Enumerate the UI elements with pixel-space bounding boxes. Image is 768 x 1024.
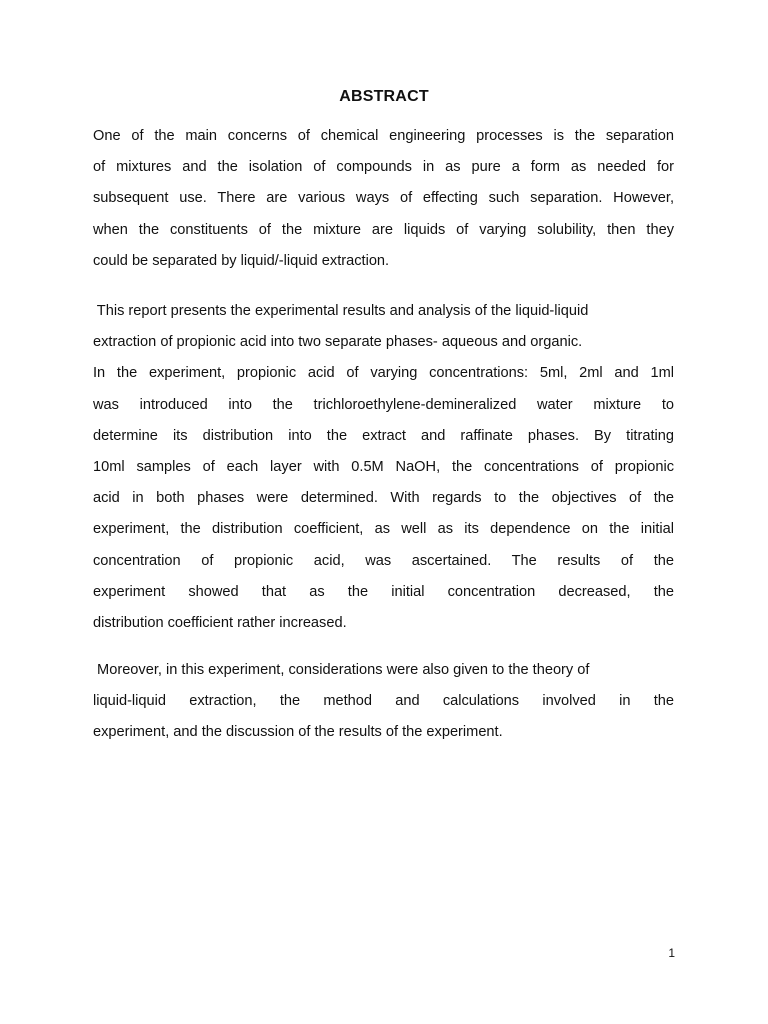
page-title: ABSTRACT xyxy=(339,88,429,105)
text-line: when the constituents of the mixture are liquids of varying solubility, then they xyxy=(93,221,674,238)
text-line: In the experiment, propionic acid of varying concentrations: 5ml, 2ml and 1ml xyxy=(93,365,674,382)
text-line: distribution coefficient rather increased. xyxy=(93,614,347,631)
text-line: This report presents the experimental results and analysis of the liquid-liquid xyxy=(93,303,589,319)
text-line: One of the main concerns of chemical engineering processes is the separation xyxy=(93,128,674,144)
page-number: 1 xyxy=(668,946,675,960)
abstract-paragraph-1 xyxy=(93,121,674,277)
text-line: experiment, and the discussion of the results of the experiment. xyxy=(93,724,503,741)
text-line: could be separated by liquid/-liquid extraction. xyxy=(93,252,390,269)
text-line: subsequent use. There are various ways of effecting such separation. However, xyxy=(93,190,674,207)
text-line: was introduced into the trichloroethylene-demineralized water mixture to xyxy=(93,396,674,413)
text-line: of mixtures and the isolation of compounds in as pure a form as needed for xyxy=(93,159,674,176)
text-line: liquid-liquid extraction, the method and calculations involved in the xyxy=(93,693,674,710)
text-line: experiment showed that as the initial concentration decreased, the xyxy=(93,583,674,600)
text-line: Moreover, in this experiment, considerations were also given to the theory of xyxy=(93,662,590,678)
abstract-paragraph-2 xyxy=(93,296,674,639)
text-line: determine its distribution into the extract and raffinate phases. By titrating xyxy=(93,427,674,444)
text-line: concentration of propionic acid, was ascertained. The results of the xyxy=(93,552,674,569)
abstract-paragraph-3 xyxy=(93,655,674,749)
text-line: extraction of propionic acid into two separate phases- aqueous and organic. xyxy=(93,334,583,351)
text-line: acid in both phases were determined. With regards to the objectives of the xyxy=(93,490,674,507)
text-line: experiment, the distribution coefficient, as well as its dependence on the initial xyxy=(93,521,674,538)
text-line: 10ml samples of each layer with 0.5M NaOH, the concentrations of propionic xyxy=(93,458,674,475)
